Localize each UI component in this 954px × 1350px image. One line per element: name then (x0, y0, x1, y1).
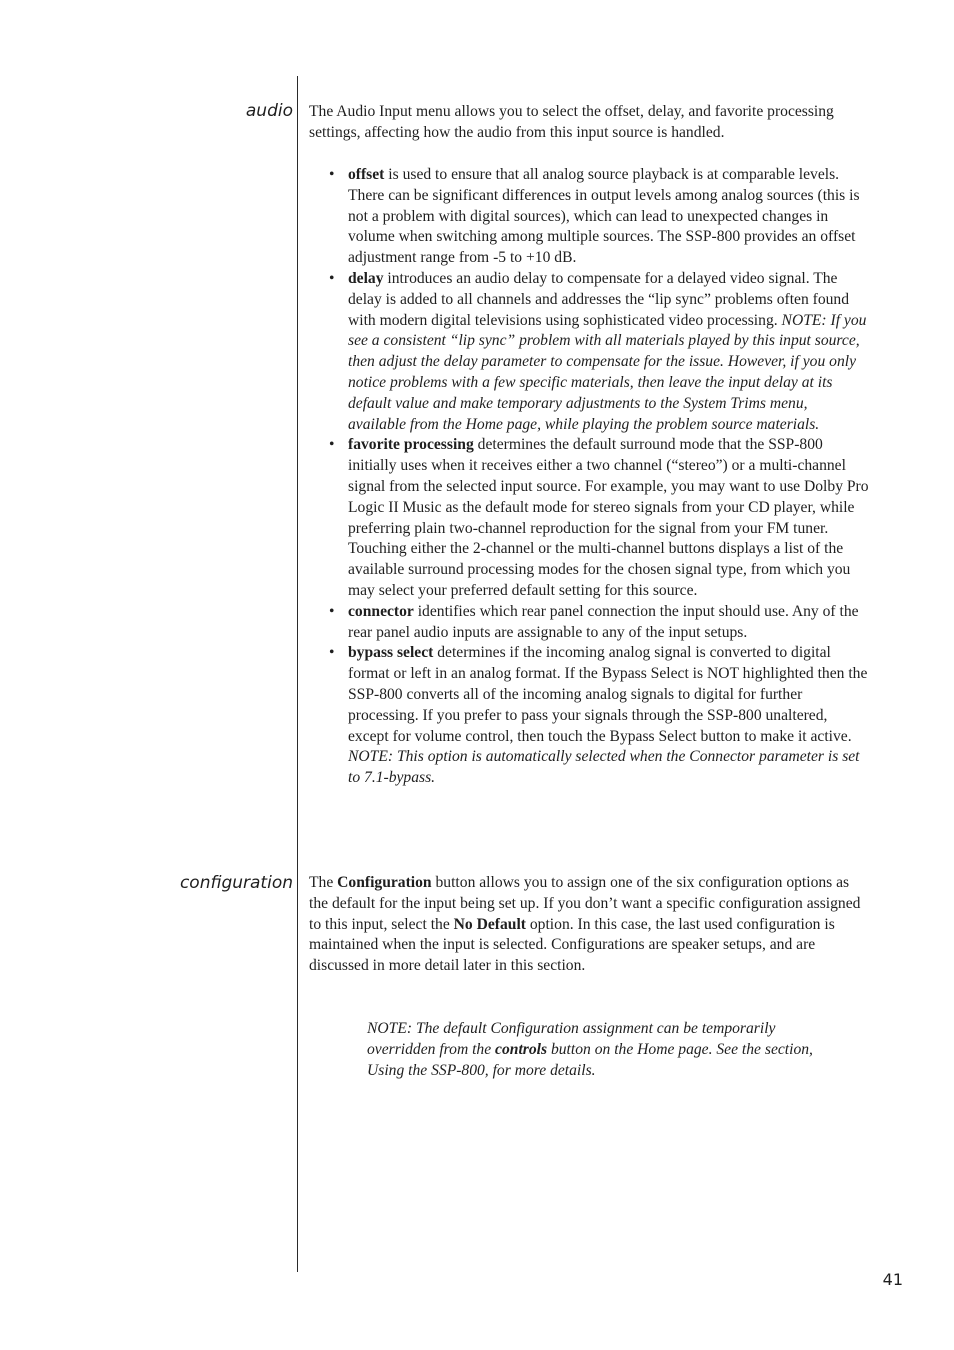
list-item-connector (309, 602, 869, 644)
configuration-note-start: NOTE: The default Configuration assignment can be temporarily overridden from the (367, 1020, 776, 1058)
term-offset: offset (348, 166, 385, 183)
column-divider-rule (297, 76, 298, 1272)
term-no-default: No Default (453, 915, 526, 933)
term-connector: connector (348, 602, 414, 620)
configuration-paragraph (309, 873, 869, 977)
delay-description: introduces an audio delay to compensate for a delayed video signal. The delay is added to all channels and addresses the “lip sync” problems often found with modern digital televisions using sophisticated video processing. (348, 269, 850, 329)
audio-intro-paragraph: The Audio Input menu allows you to select the offset, delay, and favorite processing settings, affecting how the audio from this input source is handled. (309, 103, 834, 141)
term-delay: delay (348, 269, 384, 287)
configuration-note-end: button on the Home page. See the section, Using the SSP-800, for more details. (367, 1040, 813, 1079)
term-favorite-processing: favorite processing (348, 436, 474, 454)
section-heading-audio: audio (245, 101, 293, 121)
section-heading-configuration: configuration (179, 873, 293, 893)
configuration-text-start: The (309, 874, 338, 891)
bullet-glyph: • (329, 602, 335, 620)
list-item-offset (309, 165, 869, 269)
list-item-favorite-processing (309, 435, 869, 601)
bullet-glyph: • (329, 436, 335, 454)
term-controls: controls (495, 1040, 548, 1058)
audio-options-list (309, 165, 869, 789)
connector-description: identifies which rear panel connection the input should use. Any of the rear panel audio inputs are assignable to any of the input setups. (348, 602, 859, 641)
bullet-glyph: • (329, 166, 335, 183)
favorite-processing-description: determines the default surround mode that the SSP-800 initially uses when it receives either a two channel (“stereo”) or a multi-channel signal from the selected input source. For example, you may want to use Dolby Pro Logic II Music as the default mode for stereo signals from your CD player, while preferring plain two-channel reproduction for the signal from your FM tuner. Touching either the 2-channel or the multi-channel buttons displays a list of the available surround processing modes for the chosen signal type, from which you may select your preferred default setting for this source. (348, 436, 869, 599)
delay-note: NOTE: If you see a consistent “lip sync” problem with all materials played by this input source, then adjust the delay parameter to compensate for the issue. However, if you only notice problems with a few specific materials, then leave the input delay at its default value and make temporary adjustments to the System Trims menu, available from the Home page, while playing the problem source materials. (348, 311, 867, 433)
bypass-select-note: NOTE: This option is automatically selected when the Connector parameter is set to 7.1-bypass. (348, 748, 860, 787)
configuration-text-mid: button allows you to assign one of the six configuration options as the default for the input being set up. If you don’t want a specific configuration assigned to this input, select the (309, 874, 861, 933)
configuration-note (367, 1019, 847, 1081)
offset-description: is used to ensure that all analog source playback is at comparable levels. There can be significant differences in output levels among analog sources (this is not a problem with digital sources), which can lead to unexpected changes in volume when switching among multiple sources. The SSP-800 provides an offset adjustment range from -5 to +10 dB. (348, 166, 860, 267)
page-number: 41 (882, 1270, 903, 1289)
bullet-glyph: • (329, 644, 335, 662)
term-configuration: Configuration (337, 874, 432, 891)
list-item-bypass-select (309, 643, 869, 789)
configuration-text-end: option. In this case, the last used configuration is maintained when the input is selected. Configurations are speaker setups, and are discussed in more detail later in this section. (309, 915, 835, 975)
term-bypass-select: bypass select (348, 644, 434, 662)
bullet-glyph: • (329, 269, 335, 287)
list-item-delay (309, 269, 869, 435)
bypass-select-description: determines if the incoming analog signal is converted to digital format or left in an analog format. If the Bypass Select is NOT highlighted then the SSP-800 converts all of the incoming analog signals to digital for further processing. If you prefer to pass your signals through the SSP-800 unaltered, except for volume control, then touch the Bypass Select button to make it active. (348, 644, 868, 745)
